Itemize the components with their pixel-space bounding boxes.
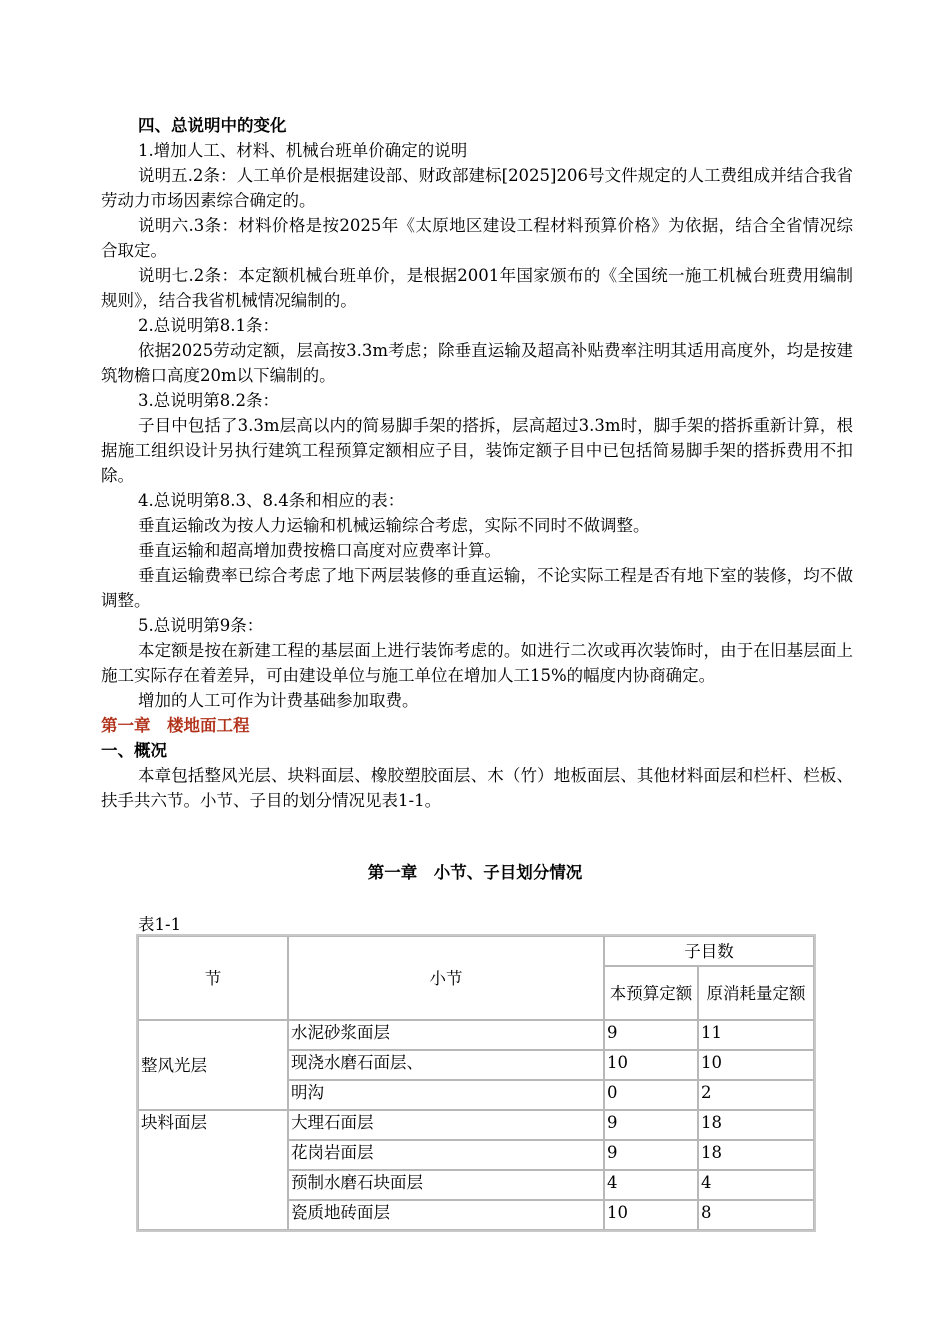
header-section: 节 xyxy=(138,936,288,1020)
cell-subsection: 预制水磨石块面层 xyxy=(288,1170,604,1200)
overview-title: 一、概况 xyxy=(101,741,167,760)
cell-count-new: 9 xyxy=(604,1020,698,1050)
cell-subsection: 明沟 xyxy=(288,1080,604,1110)
table-label: 表1-1 xyxy=(138,915,182,934)
cell-subsection: 水泥砂浆面层 xyxy=(288,1020,604,1050)
cell-count-new: 10 xyxy=(604,1200,698,1230)
cell-count-old: 10 xyxy=(698,1050,814,1080)
paragraph: 说明七.2条：本定额机械台班单价，是根据2001年国家颁布的《全国统一施工机械台班费用编制规则》，结合我省机械情况编制的。 xyxy=(101,266,853,310)
cell-count-new: 10 xyxy=(604,1050,698,1080)
cell-count-new: 9 xyxy=(604,1110,698,1140)
cell-count-new: 4 xyxy=(604,1170,698,1200)
paragraph: 本定额是按在新建工程的基层面上进行装饰考虑的。如进行二次或再次装饰时，由于在旧基层面上施工实际存在着差异，可由建设单位与施工单位在增加人工15%的幅度内协商确定。 xyxy=(101,641,853,685)
paragraph: 说明六.3条：材料价格是按2025年《太原地区建设工程材料预算价格》为依据，结合全省情况综合取定。 xyxy=(101,216,853,260)
cell-count-old: 11 xyxy=(698,1020,814,1050)
cell-subsection: 现浇水磨石面层、 xyxy=(288,1050,604,1080)
cell-count-old: 8 xyxy=(698,1200,814,1230)
group-section: 整风光层 xyxy=(138,1020,288,1110)
section4-block xyxy=(101,113,853,813)
paragraph: 依据2025劳动定额，层高按3.3m考虑；除垂直运输及超高补贴费率注明其适用高度外，均是按建筑物檐口高度20m以下编制的。 xyxy=(101,341,853,385)
overview-text: 本章包括整风光层、块料面层、橡胶塑胶面层、木（竹）地板面层、其他材料面层和栏杆、栏板、扶手共六节。小节、子目的划分情况见表1-1。 xyxy=(101,766,853,810)
cell-count-new: 0 xyxy=(604,1080,698,1110)
subsection-table xyxy=(136,934,816,1232)
paragraph: 垂直运输费率已综合考虑了地下两层装修的垂直运输，不论实际工程是否有地下室的装修，均不做调整。 xyxy=(101,566,853,610)
paragraph: 说明五.2条：人工单价是根据建设部、财政部建标[2025]206号文件规定的人工费组成并结合我省劳动力市场因素综合确定的。 xyxy=(101,166,853,210)
paragraph: 垂直运输改为按人力运输和机械运输综合考虑，实际不同时不做调整。 xyxy=(138,516,650,535)
header-count-new: 本预算定额 xyxy=(604,966,698,1020)
header-count-old: 原消耗量定额 xyxy=(698,966,814,1020)
cell-subsection: 瓷质地砖面层 xyxy=(288,1200,604,1230)
cell-count-old: 18 xyxy=(698,1110,814,1140)
chapter-title: 第一章 楼地面工程 xyxy=(101,716,250,735)
table-title: 第一章 小节、子目划分情况 xyxy=(367,863,583,882)
paragraph: 增加的人工可作为计费基础参加取费。 xyxy=(138,691,419,710)
table-row xyxy=(138,1110,814,1140)
cell-count-old: 2 xyxy=(698,1080,814,1110)
header-subsection: 小节 xyxy=(288,936,604,1020)
paragraph: 子目中包括了3.3m层高以内的简易脚手架的搭拆，层高超过3.3m时，脚手架的搭拆重新计算，根据施工组织设计另执行建筑工程预算定额相应子目，装饰定额子目中已包括简易脚手架的搭拆费用不扣除。 xyxy=(101,416,853,485)
paragraph: 1.增加人工、材料、机械台班单价确定的说明 xyxy=(138,141,468,160)
paragraph: 3.总说明第8.2条： xyxy=(138,391,279,410)
cell-count-new: 9 xyxy=(604,1140,698,1170)
group-section: 块料面层 xyxy=(138,1110,288,1230)
table-header-row xyxy=(138,936,814,966)
paragraph: 垂直运输和超高增加费按檐口高度对应费率计算。 xyxy=(138,541,501,560)
paragraph: 5.总说明第9条： xyxy=(138,616,264,635)
cell-count-old: 4 xyxy=(698,1170,814,1200)
cell-subsection: 花岗岩面层 xyxy=(288,1140,604,1170)
header-count-group: 子目数 xyxy=(604,936,814,966)
paragraph: 2.总说明第8.1条： xyxy=(138,316,279,335)
cell-subsection: 大理石面层 xyxy=(288,1110,604,1140)
table-row xyxy=(138,1020,814,1050)
section4-title: 四、总说明中的变化 xyxy=(138,116,287,135)
paragraph: 4.总说明第8.3、8.4条和相应的表： xyxy=(138,491,405,510)
cell-count-old: 18 xyxy=(698,1140,814,1170)
